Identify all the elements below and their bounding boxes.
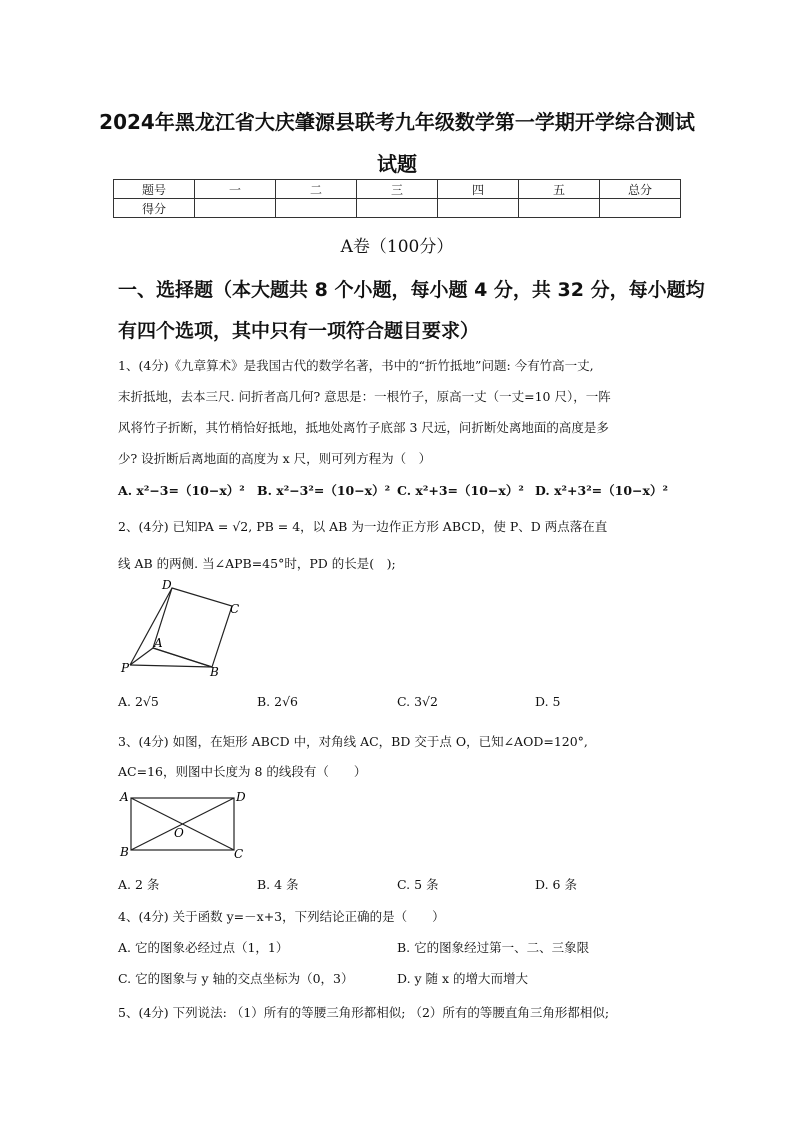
q4-option-b[interactable]: B. 它的图象经过第一、二、三象限 <box>397 940 590 955</box>
segment-pb <box>130 665 212 667</box>
segment-pa <box>130 648 153 665</box>
q2-square-figure <box>118 575 248 680</box>
q2-option-b[interactable]: B. 2√6 <box>257 694 299 709</box>
score-table-header-row <box>114 180 681 199</box>
score-input-cell <box>357 199 438 218</box>
q3-line1: 3、(4分) 如图，在矩形 ABCD 中，对角线 AC，BD 交于点 O，已知∠AOD=120°, <box>118 734 588 749</box>
q3-option-b[interactable]: B. 4 条 <box>257 877 299 892</box>
q5-line1: 5、(4分) 下列说法: （1）所有的等腰三角形都相似; （2）所有的等腰直角三角形都相似; <box>118 1005 610 1020</box>
q1-option-c[interactable]: C. x²+3=（10−x）² <box>397 483 524 498</box>
label-b: B <box>120 845 129 859</box>
label-d: D <box>236 790 246 804</box>
q2-option-d[interactable]: D. 5 <box>535 694 561 709</box>
label-a: A <box>154 636 163 650</box>
segment-ab <box>153 648 212 667</box>
square-abcd <box>153 588 232 667</box>
score-cell: 得分 <box>114 199 195 218</box>
q1-option-a[interactable]: A. x²−3=（10−x）² <box>118 483 245 498</box>
score-cell: 五 <box>519 180 600 199</box>
score-input-cell <box>438 199 519 218</box>
q4-option-d[interactable]: D. y 随 x 的增大而增大 <box>397 971 529 986</box>
score-table <box>113 179 681 218</box>
q3-line2: AC=16，则图中长度为 8 的线段有（ ） <box>118 764 367 779</box>
score-input-cell <box>600 199 681 218</box>
score-cell: 总分 <box>600 180 681 199</box>
score-input-cell <box>195 199 276 218</box>
q2-option-c[interactable]: C. 3√2 <box>397 694 438 709</box>
label-a: A <box>120 790 129 804</box>
q1-line4: 少? 设折断后离地面的高度为 x 尺，则可列方程为（ ） <box>118 451 432 466</box>
score-cell: 题号 <box>114 180 195 199</box>
q3-option-c[interactable]: C. 5 条 <box>397 877 439 892</box>
q2-line2: 线 AB 的两侧. 当∠APB=45°时，PD 的长是( ); <box>118 556 396 571</box>
q3-rectangle-figure <box>118 788 258 863</box>
q1-line1: 1、(4分)《九章算术》是我国古代的数学名著，书中的“折竹抵地”问题: 今有竹高一丈, <box>118 358 594 373</box>
label-b: B <box>210 665 219 679</box>
score-cell: 四 <box>438 180 519 199</box>
section1-heading-line1: 一、选择题（本大题共 8 个小题，每小题 4 分，共 32 分，每小题均 <box>118 279 705 301</box>
q4-option-a[interactable]: A. 它的图象必经过点（1，1） <box>118 940 289 955</box>
exam-title-line1: 2024年黑龙江省大庆肇源县联考九年级数学第一学期开学综合测试 <box>99 110 695 134</box>
score-input-cell <box>276 199 357 218</box>
q3-option-d[interactable]: D. 6 条 <box>535 877 577 892</box>
section-a-heading: A卷（100分） <box>340 237 454 257</box>
q1-line2: 末折抵地，去本三尺. 问折者高几何? 意思是：一根竹子，原高一丈（一丈=10 尺），一阵 <box>118 389 611 404</box>
q3-option-a[interactable]: A. 2 条 <box>118 877 160 892</box>
q1-option-d[interactable]: D. x²+3²=（10−x）² <box>535 483 668 498</box>
label-c: C <box>230 602 240 616</box>
q2-line1: 2、(4分) 已知PA = √2, PB = 4，以 AB 为一边作正方形 ABCD，使 P、D 两点落在直 <box>118 519 608 534</box>
section1-heading-line2: 有四个选项，其中只有一项符合题目要求） <box>118 320 480 342</box>
exam-title-line2: 试题 <box>377 152 417 176</box>
q1-line3: 风将竹子折断，其竹梢恰好抵地，抵地处离竹子底部 3 尺远，问折断处离地面的高度是多 <box>118 420 609 435</box>
q1-option-b[interactable]: B. x²−3²=（10−x）² <box>257 483 391 498</box>
label-o: O <box>174 826 184 840</box>
score-input-cell <box>519 199 600 218</box>
q4-option-c[interactable]: C. 它的图象与 y 轴的交点坐标为（0，3） <box>118 971 354 986</box>
label-c: C <box>234 847 244 861</box>
segment-pd <box>130 588 172 665</box>
q4-line1: 4、(4分) 关于函数 y=－x+3，下列结论正确的是（ ） <box>118 909 445 924</box>
score-cell: 二 <box>276 180 357 199</box>
label-p: P <box>121 661 130 675</box>
score-cell: 三 <box>357 180 438 199</box>
label-d: D <box>162 578 172 592</box>
score-table-score-row <box>114 199 681 218</box>
score-cell: 一 <box>195 180 276 199</box>
q2-option-a[interactable]: A. 2√5 <box>118 694 159 709</box>
